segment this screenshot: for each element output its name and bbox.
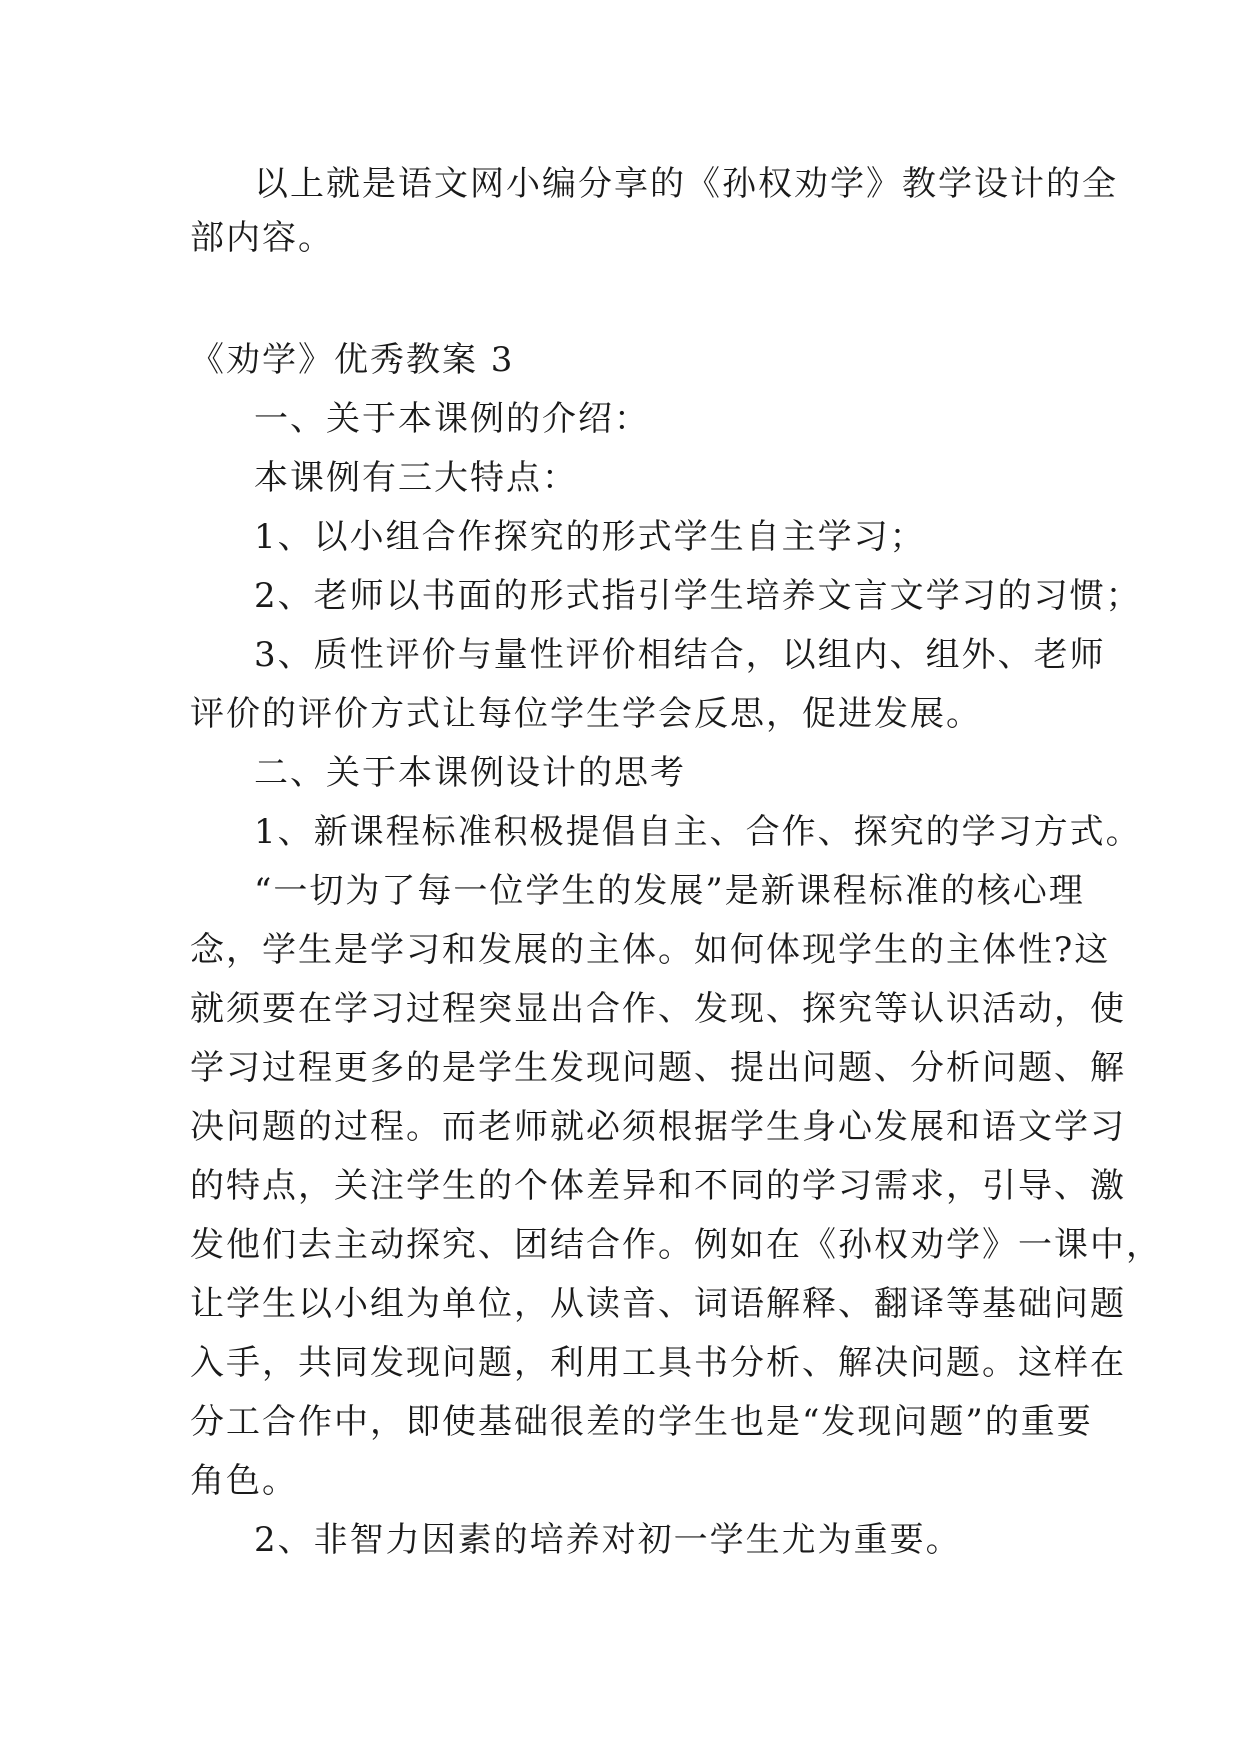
list-item: 2、老师以书面的形式指引学生培养文言文学习的习惯； [254, 576, 1142, 616]
paragraph-line: 入手，共同发现问题，利用工具书分析、解决问题。这样在 [190, 1343, 1126, 1383]
list-item: 1、新课程标准积极提倡自主、合作、探究的学习方式。 [254, 812, 1142, 852]
paragraph-line: 二、关于本课例设计的思考 [254, 753, 686, 793]
list-item: 2、非智力因素的培养对初一学生尤为重要。 [254, 1520, 962, 1560]
list-item: 1、以小组合作探究的形式学生自主学习； [254, 517, 926, 557]
paragraph-line: 角色。 [190, 1461, 298, 1501]
paragraph-line: 评价的评价方式让每位学生学会反思，促进发展。 [190, 694, 982, 734]
paragraph-line: 决问题的过程。而老师就必须根据学生身心发展和语文学习 [190, 1107, 1126, 1147]
paragraph-line: 念，学生是学习和发展的主体。如何体现学生的主体性?这 [190, 930, 1111, 970]
paragraph-line: 部内容。 [190, 218, 334, 258]
list-item: 3、质性评价与量性评价相结合，以组内、组外、老师 [254, 635, 1106, 675]
paragraph-line: 就须要在学习过程突显出合作、发现、探究等认识活动，使 [190, 989, 1126, 1029]
paragraph-line: 的特点，关注学生的个体差异和不同的学习需求，引导、激 [190, 1166, 1126, 1206]
paragraph-line: “一切为了每一位学生的发展”是新课程标准的核心理 [254, 871, 1085, 911]
paragraph-line: 学习过程更多的是学生发现问题、提出问题、分析问题、解 [190, 1048, 1126, 1088]
paragraph-line: 发他们去主动探究、团结合作。例如在《孙权劝学》一课中， [190, 1225, 1162, 1265]
paragraph-line: 以上就是语文网小编分享的《孙权劝学》教学设计的全 [254, 164, 1118, 204]
paragraph-line: 本课例有三大特点： [254, 458, 578, 498]
paragraph-line: 让学生以小组为单位，从读音、词语解释、翻译等基础问题 [190, 1284, 1126, 1324]
paragraph-line: 一、关于本课例的介绍： [254, 399, 650, 439]
paragraph-line: 分工合作中，即使基础很差的学生也是“发现问题”的重要 [190, 1402, 1093, 1442]
section-title: 《劝学》优秀教案 3 [190, 340, 515, 380]
